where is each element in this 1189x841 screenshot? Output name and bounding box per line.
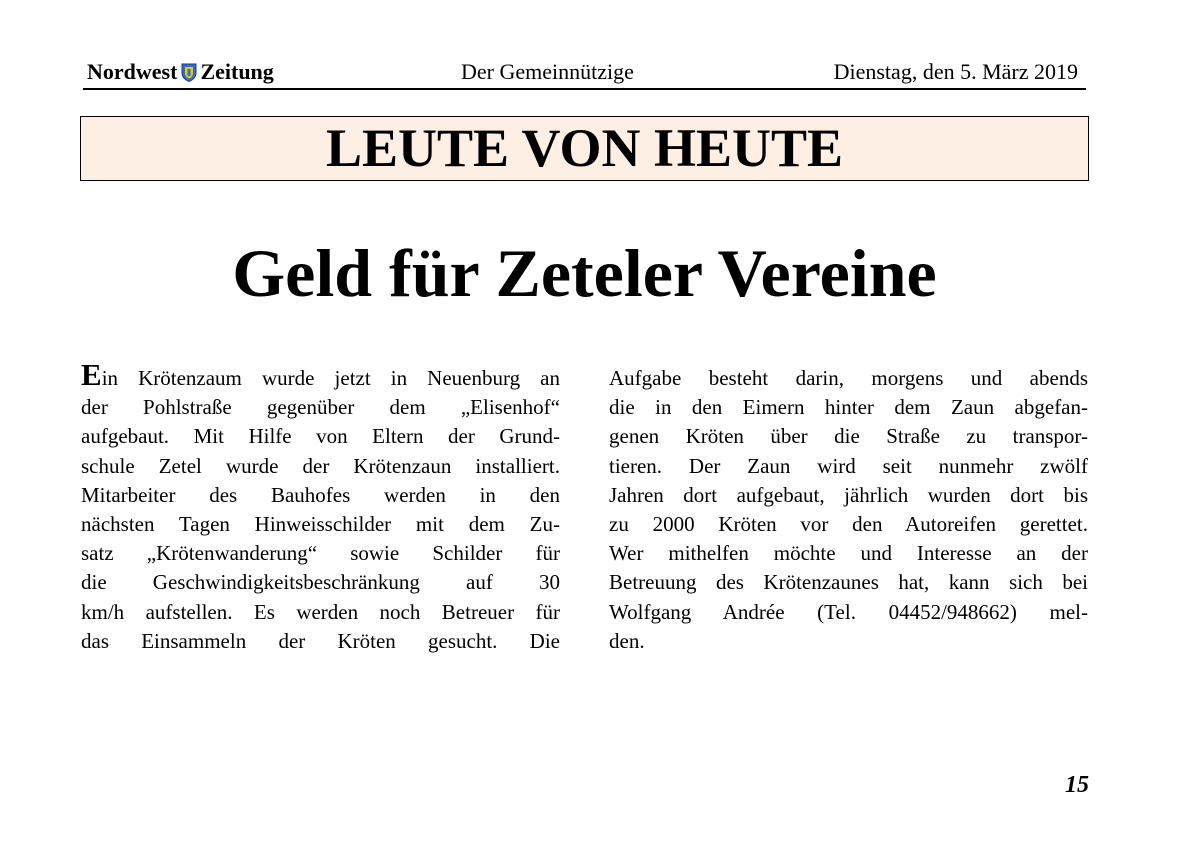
article-line: die in den Eimern hinter dem Zaun abgefan- xyxy=(609,395,1088,420)
page-header xyxy=(83,58,1086,90)
article-column-right xyxy=(609,364,1088,656)
article-line: schule Zetel wurde der Krötenzaun installiert. xyxy=(81,453,560,478)
article-line: zu 2000 Kröten vor den Autoreifen gerettet. xyxy=(609,512,1088,537)
article-line: Ein Krötenzaum wurde jetzt in Neuenburg an xyxy=(81,357,560,392)
article-line: Jahren dort aufgebaut, jährlich wurden dort bis xyxy=(609,482,1088,507)
article-line: km/h aufstellen. Es werden noch Betreuer für xyxy=(81,599,560,624)
article-line: den. xyxy=(609,628,645,653)
section-name: Der Gemeinnützige xyxy=(461,59,634,84)
drop-cap: E xyxy=(81,357,102,392)
section-banner: LEUTE VON HEUTE xyxy=(80,116,1089,181)
newspaper-masthead xyxy=(87,58,274,89)
masthead-name-part1: Nordwest xyxy=(87,59,178,84)
page-number: 15 xyxy=(1065,772,1089,798)
article-line: genen Kröten über die Straße zu transpor- xyxy=(609,424,1088,449)
article-headline: Geld für Zeteler Vereine xyxy=(232,235,937,311)
article-line: Betreuung des Krötenzaunes hat, kann sich bei xyxy=(609,570,1088,595)
article-line: die Geschwindigkeitsbeschränkung auf 30 xyxy=(81,570,560,595)
article-line: nächsten Tagen Hinweisschilder mit dem Zu- xyxy=(81,512,560,537)
article-line: satz „Krötenwanderung“ sowie Schilder für xyxy=(81,541,560,566)
article-line: aufgebaut. Mit Hilfe von Eltern der Grund- xyxy=(81,424,560,449)
article-line: Mitarbeiter des Bauhofes werden in den xyxy=(81,482,560,507)
masthead-name-part2: Zeitung xyxy=(200,59,274,84)
issue-date: Dienstag, den 5. März 2019 xyxy=(833,59,1078,84)
article-line: tieren. Der Zaun wird seit nunmehr zwölf xyxy=(609,453,1088,478)
article-line: der Pohlstraße gegenüber dem „Elisenhof“ xyxy=(81,395,560,420)
article-line: Aufgabe besteht darin, morgens und abends xyxy=(609,366,1088,390)
article-line: das Einsammeln der Kröten gesucht. Die xyxy=(81,628,560,653)
article-line: Wer mithelfen möchte und Interesse an der xyxy=(609,541,1088,566)
article-column-left xyxy=(81,357,560,656)
coat-of-arms-icon xyxy=(181,61,197,89)
article-line: Wolfgang Andrée (Tel. 04452/948662) mel- xyxy=(609,599,1088,624)
